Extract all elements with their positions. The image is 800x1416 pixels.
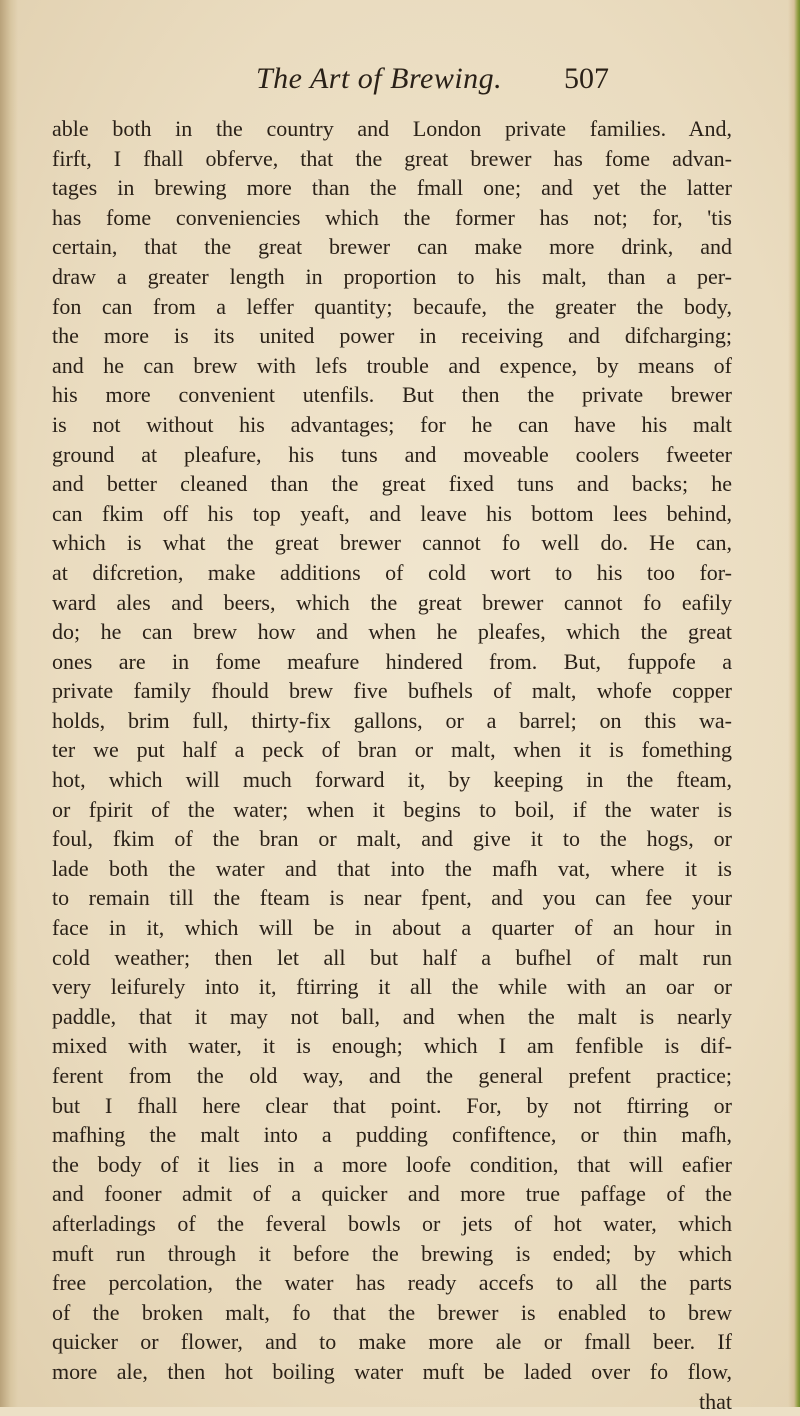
text-line: draw a greater length in proportion to his malt, than a per- (52, 263, 732, 289)
text-line: that (699, 1388, 732, 1414)
text-line: face in it, which will be in about a quarter of an hour in (52, 915, 732, 941)
text-line: firft, I fhall obferve, that the great brewer has fome advan- (52, 145, 732, 171)
text-line: paddle, that it may not ball, and when the malt is nearly (52, 1003, 732, 1029)
text-line: very leifurely into it, ftirring it all the while with an oar or (52, 974, 732, 1000)
text-line: has fome conveniencies which the former has not; for, 'tis (52, 204, 732, 230)
text-line: tages in brewing more than the fmall one; and yet the latter (52, 175, 732, 201)
text-line: to remain till the fteam is near fpent, and you can fee your (52, 885, 732, 911)
text-line: do; he can brew how and when he pleafes, which the great (52, 619, 732, 645)
page-title: The Art of Brewing. (256, 62, 503, 95)
text-line: certain, that the great brewer can make more drink, and (52, 234, 732, 260)
text-line: able both in the country and London private families. And, (52, 116, 732, 141)
text-line: more ale, then hot boiling water muft be laded over fo flow, (52, 1358, 732, 1384)
text-line: ferent from the old way, and the general prefent practice; (52, 1063, 732, 1088)
running-head (0, 62, 800, 102)
text-line: free percolation, the water has ready accefs to all the parts (52, 1270, 732, 1296)
text-line: fon can from a leffer quantity; becaufe, the greater the body, (52, 293, 732, 319)
text-line: muft run through it before the brewing is ended; by which (52, 1240, 732, 1266)
page-edge (788, 0, 800, 1407)
text-line: at difcretion, make additions of cold wort to his too for- (52, 559, 732, 585)
text-line: ward ales and beers, which the great brewer cannot fo eafily (52, 589, 732, 615)
text-line: cold weather; then let all but half a bufhel of malt run (52, 944, 732, 970)
text-line: private family fhould brew five bufhels of malt, whofe copper (52, 678, 732, 704)
text-line: ground at pleafure, his tuns and moveable coolers fweeter (52, 441, 732, 467)
text-line: mafhing the malt into a pudding confiftence, or thin mafh, (52, 1122, 732, 1148)
text-line: can fkim off his top yeaft, and leave his bottom lees behind, (52, 500, 732, 526)
text-line: lade both the water and that into the mafh vat, where it is (52, 855, 732, 881)
page-number: 507 (564, 62, 609, 95)
text-line: of the broken malt, fo that the brewer is enabled to brew (52, 1299, 732, 1325)
text-line: and fooner admit of a quicker and more true paffage of the (52, 1181, 732, 1207)
text-line: mixed with water, it is enough; which I am fenfible is dif- (52, 1033, 732, 1059)
text-line: and better cleaned than the great fixed tuns and backs; he (52, 471, 732, 497)
text-line: the more is its united power in receiving and difcharging; (52, 323, 732, 349)
text-line: the body of it lies in a more loofe condition, that will eafier (52, 1151, 732, 1177)
text-line: foul, fkim of the bran or malt, and give it to the hogs, or (52, 826, 732, 852)
text-line: quicker or flower, and to make more ale or fmall beer. If (52, 1329, 732, 1355)
text-line: afterladings of the feveral bowls or jets of hot water, which (52, 1210, 732, 1236)
text-line: is not without his advantages; for he can have his malt (52, 411, 732, 437)
body-text (52, 114, 732, 1416)
text-line: holds, brim full, thirty-fix gallons, or a barrel; on this wa- (52, 707, 732, 733)
text-line: and he can brew with lefs trouble and expence, by means of (52, 352, 732, 378)
text-line: but I fhall here clear that point. For, by not ftirring or (52, 1092, 732, 1118)
text-line: or fpirit of the water; when it begins to boil, if the water is (52, 796, 732, 822)
text-line: his more convenient utenfils. But then the private brewer (52, 382, 732, 408)
text-line: ones are in fome meafure hindered from. But, fuppofe a (52, 648, 732, 674)
text-line: which is what the great brewer cannot fo well do. He can, (52, 530, 732, 556)
text-line: hot, which will much forward it, by keeping in the fteam, (52, 767, 732, 793)
text-line: ter we put half a peck of bran or malt, when it is fomething (52, 737, 732, 763)
binding-gutter (0, 0, 18, 1407)
